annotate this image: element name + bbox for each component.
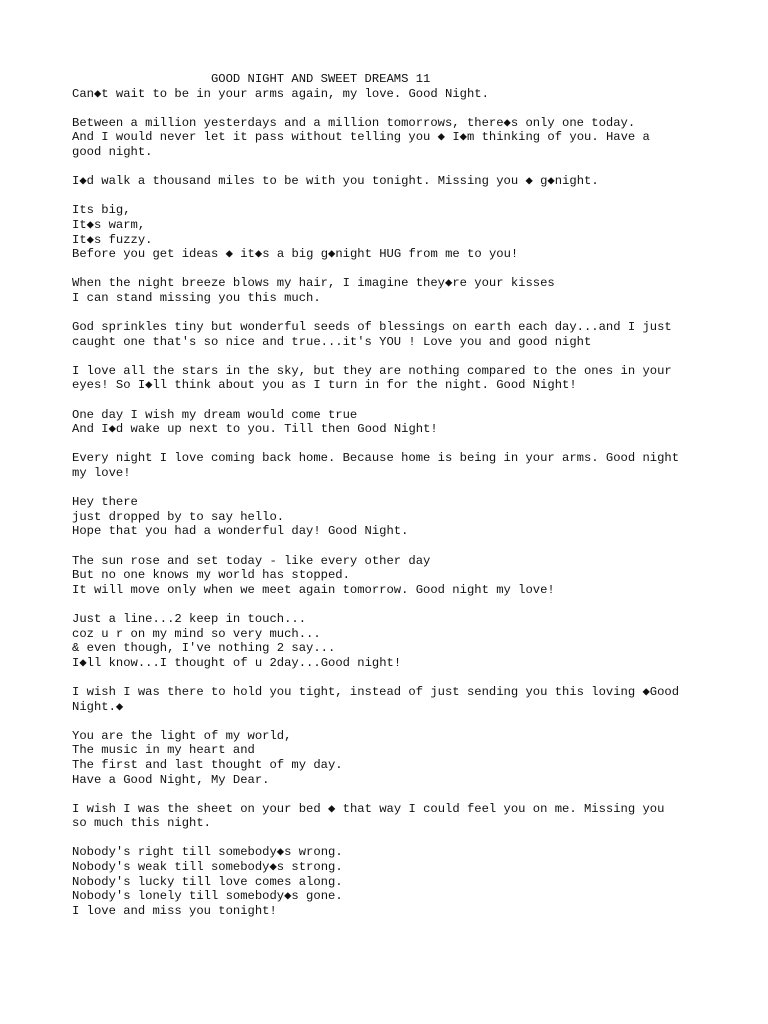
text-line: You are the light of my world,	[72, 728, 292, 743]
text-line: I◆d walk a thousand miles to be with you tonight. Missing you ◆ g◆night.	[72, 174, 599, 189]
text-line: I wish I was the sheet on your bed ◆ that way I could feel you on me. Missing you	[72, 801, 665, 816]
text-line: The first and last thought of my day.	[72, 757, 343, 772]
text-line: Have a Good Night, My Dear.	[72, 772, 270, 787]
paragraph	[72, 451, 712, 480]
text-line: God sprinkles tiny but wonderful seeds of blessings on earth each day...and I just	[72, 320, 672, 335]
text-line: Nobody's lucky till love comes along.	[72, 874, 343, 889]
paragraph	[72, 203, 712, 261]
text-line: my love!	[72, 466, 131, 481]
paragraph	[72, 116, 712, 160]
text-line: just dropped by to say hello.	[72, 509, 285, 524]
text-line: Before you get ideas ◆ it◆s a big g◆night HUG from me to you!	[72, 247, 519, 262]
text-line: When the night breeze blows my hair, I imagine they◆re your kisses	[72, 276, 555, 291]
paragraph	[72, 554, 712, 598]
text-line: I◆ll know...I thought of u 2day...Good night!	[72, 655, 402, 670]
text-line: so much this night.	[72, 816, 211, 831]
text-line: caught one that's so nice and true...it's YOU ! Love you and good night	[72, 334, 592, 349]
paragraph	[72, 729, 712, 787]
text-line: Hope that you had a wonderful day! Good Night.	[72, 524, 409, 539]
paragraph	[72, 685, 712, 714]
text-line: I love all the stars in the sky, but they are nothing compared to the ones in your	[72, 363, 672, 378]
text-line: eyes! So I◆ll think about you as I turn in for the night. Good Night!	[72, 378, 577, 393]
text-line: Can◆t wait to be in your arms again, my love. Good Night.	[72, 86, 489, 101]
text-line: Just a line...2 keep in touch...	[72, 611, 307, 626]
text-line: But no one knows my world has stopped.	[72, 568, 350, 583]
paragraph	[72, 612, 712, 670]
text-line: It will move only when we meet again tomorrow. Good night my love!	[72, 582, 555, 597]
paragraph	[72, 276, 712, 305]
paragraph	[72, 87, 712, 102]
text-line: Its big,	[72, 203, 131, 218]
document-title: GOOD NIGHT AND SWEET DREAMS 11	[72, 72, 431, 86]
text-line: Between a million yesterdays and a million tomorrows, there◆s only one today.	[72, 115, 636, 130]
paragraph	[72, 174, 712, 189]
text-line: It◆s warm,	[72, 217, 146, 232]
text-line: And I◆d wake up next to you. Till then Good Night!	[72, 422, 438, 437]
text-line: coz u r on my mind so very much...	[72, 626, 321, 641]
text-line: Every night I love coming back home. Because home is being in your arms. Good night	[72, 451, 680, 466]
paragraph	[72, 320, 712, 349]
text-line: One day I wish my dream would come true	[72, 407, 358, 422]
text-line: It◆s fuzzy.	[72, 232, 153, 247]
document-page	[72, 72, 712, 933]
text-line: The music in my heart and	[72, 743, 255, 758]
text-line: I wish I was there to hold you tight, instead of just sending you this loving ◆Good	[72, 684, 680, 699]
paragraph	[72, 802, 712, 831]
paragraph	[72, 408, 712, 437]
text-line: I can stand missing you this much.	[72, 290, 321, 305]
text-line: & even though, I've nothing 2 say...	[72, 641, 336, 656]
text-line: Night.◆	[72, 699, 124, 714]
text-line: And I would never let it pass without telling you ◆ I◆m thinking of you. Have a	[72, 130, 650, 145]
paragraph	[72, 495, 712, 539]
text-line: good night.	[72, 144, 153, 159]
text-line: Nobody's lonely till somebody◆s gone.	[72, 889, 343, 904]
text-line: The sun rose and set today - like every other day	[72, 553, 431, 568]
text-line: Nobody's weak till somebody◆s strong.	[72, 860, 343, 875]
text-line: Hey there	[72, 495, 138, 510]
text-line: I love and miss you tonight!	[72, 903, 277, 918]
paragraph	[72, 845, 712, 918]
text-line: Nobody's right till somebody◆s wrong.	[72, 845, 343, 860]
paragraph	[72, 364, 712, 393]
